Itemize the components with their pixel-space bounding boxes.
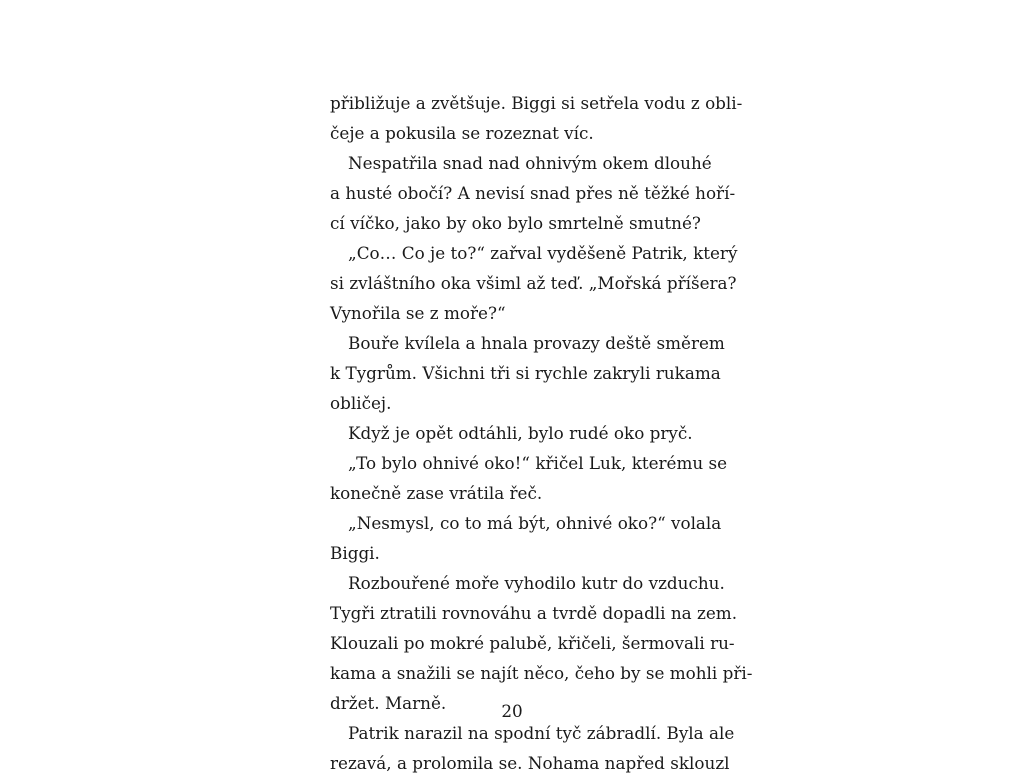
text-line: Vynořila se z moře?“ <box>330 303 506 323</box>
text-line: Biggi. <box>330 543 380 563</box>
text-line: „To bylo ohnivé oko!“ křičel Luk, kterému se <box>348 453 728 473</box>
text-line: cí víčko, jako by oko bylo smrtelně smutné? <box>330 213 701 233</box>
text-line: Bouře kvílela a hnala provazy deště směrem <box>348 333 725 353</box>
body-text <box>330 88 753 778</box>
page-number: 20 <box>501 701 523 721</box>
text-line: kama a snažili se najít něco, čeho by se mohli při- <box>330 663 753 683</box>
text-line: a husté obočí? A nevisí snad přes ně těžké hoří- <box>330 183 736 203</box>
text-line: obličej. <box>330 393 392 413</box>
text-line: Když je opět odtáhli, bylo rudé oko pryč. <box>348 423 693 443</box>
text-line: si zvláštního oka všiml až teď. „Mořská příšera? <box>330 273 737 293</box>
text-line: čeje a pokusila se rozeznat víc. <box>330 123 594 143</box>
text-line: držet. Marně. <box>330 693 447 713</box>
text-line: konečně zase vrátila řeč. <box>330 483 543 503</box>
text-line: přibližuje a zvětšuje. Biggi si setřela vodu z obli- <box>330 93 743 113</box>
text-line: Patrik narazil na spodní tyč zábradlí. Byla ale <box>348 723 735 743</box>
text-line: „Co… Co je to?“ zařval vyděšeně Patrik, který <box>348 243 738 263</box>
text-line: Tygři ztratili rovnováhu a tvrdě dopadli na zem. <box>330 603 738 623</box>
text-line: „Nesmysl, co to má být, ohnivé oko?“ volala <box>348 513 722 533</box>
text-line: Nespatřila snad nad ohnivým okem dlouhé <box>348 153 712 173</box>
text-line: Rozbouřené moře vyhodilo kutr do vzduchu. <box>348 573 725 593</box>
text-line: rezavá, a prolomila se. Nohama napřed sklouzl <box>330 753 730 773</box>
text-line: Klouzali po mokré palubě, křičeli, šermovali ru- <box>330 633 735 653</box>
text-line: k Tygrům. Všichni tři si rychle zakryli rukama <box>330 363 721 383</box>
